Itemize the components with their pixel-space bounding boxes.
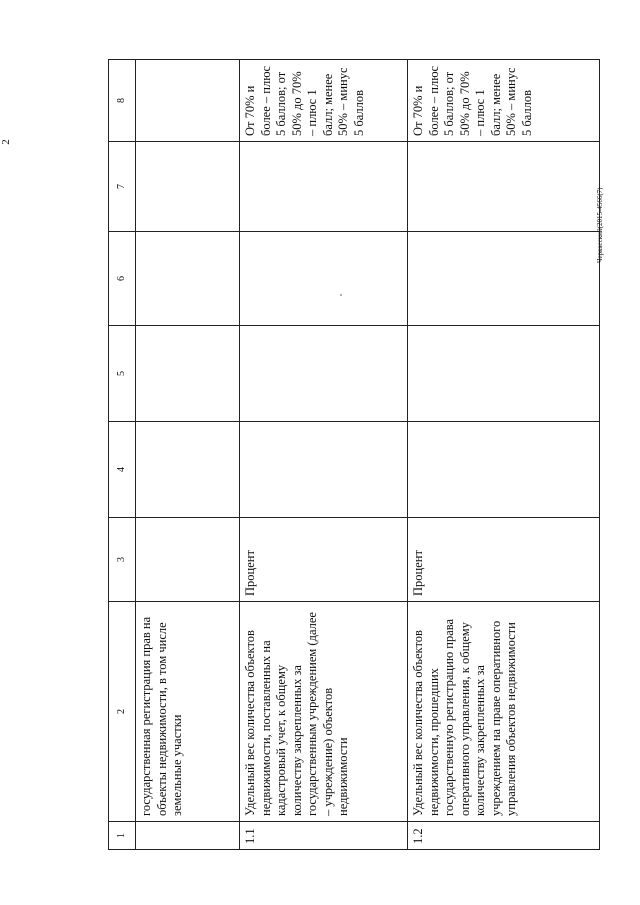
table-row bbox=[136, 60, 240, 850]
column-number-3: 3 bbox=[109, 518, 136, 602]
value-cell bbox=[240, 326, 408, 422]
value-cell bbox=[136, 422, 240, 518]
criteria-cell bbox=[136, 60, 240, 142]
value-cell bbox=[136, 142, 240, 232]
row-number-cell: 1.2 bbox=[408, 822, 600, 850]
row-number-cell bbox=[136, 822, 240, 850]
footer-document-code: Черкасский(2015-4566(7) bbox=[596, 187, 604, 263]
value-cell bbox=[136, 232, 240, 326]
value-cell bbox=[240, 422, 408, 518]
column-number-4: 4 bbox=[109, 422, 136, 518]
criteria-cell: От 70% и более – плюс 5 баллов; от 50% до 70% – плюс 1 балл; менее 50% – минус 5 баллов bbox=[240, 60, 408, 142]
unit-cell: Процент bbox=[240, 518, 408, 602]
value-cell bbox=[408, 142, 600, 232]
value-cell bbox=[408, 422, 600, 518]
table-row bbox=[408, 60, 600, 850]
column-number-1: 1 bbox=[109, 822, 136, 850]
page-number: 2 bbox=[0, 139, 12, 145]
value-cell bbox=[240, 232, 408, 326]
value-cell bbox=[136, 326, 240, 422]
indicators-table-rotated bbox=[108, 60, 598, 850]
indicator-cell: Удельный вес количества объектов недвижимости, поставленных на кадастровый учет, к общему количеству закрепленных за государственным учреждением (далее – учреждение) объектов недвижимости bbox=[240, 602, 408, 822]
row-number-cell: 1.1 bbox=[240, 822, 408, 850]
indicator-cell: Удельный вес количества объектов недвижимости, прошедших государственную регистрацию права оперативного управления, к общему количеству закрепленных за учреждением на праве оперативного управления объектов недвижимости bbox=[408, 602, 600, 822]
scan-speck bbox=[340, 294, 342, 296]
indicators-table bbox=[108, 59, 600, 850]
value-cell bbox=[408, 326, 600, 422]
unit-cell bbox=[136, 518, 240, 602]
value-cell bbox=[240, 142, 408, 232]
column-number-7: 7 bbox=[109, 142, 136, 232]
table-row bbox=[240, 60, 408, 850]
unit-cell: Процент bbox=[408, 518, 600, 602]
table-header-row bbox=[109, 60, 136, 850]
indicator-cell: государственная регистрация прав на объекты недвижимости, в том числе земельные участки bbox=[136, 602, 240, 822]
criteria-cell: От 70% и более – плюс 5 баллов; от 50% до 70% – плюс 1 балл; менее 50% – минус 5 баллов bbox=[408, 60, 600, 142]
column-number-6: 6 bbox=[109, 232, 136, 326]
value-cell bbox=[408, 232, 600, 326]
column-number-5: 5 bbox=[109, 326, 136, 422]
column-number-8: 8 bbox=[109, 60, 136, 142]
column-number-2: 2 bbox=[109, 602, 136, 822]
